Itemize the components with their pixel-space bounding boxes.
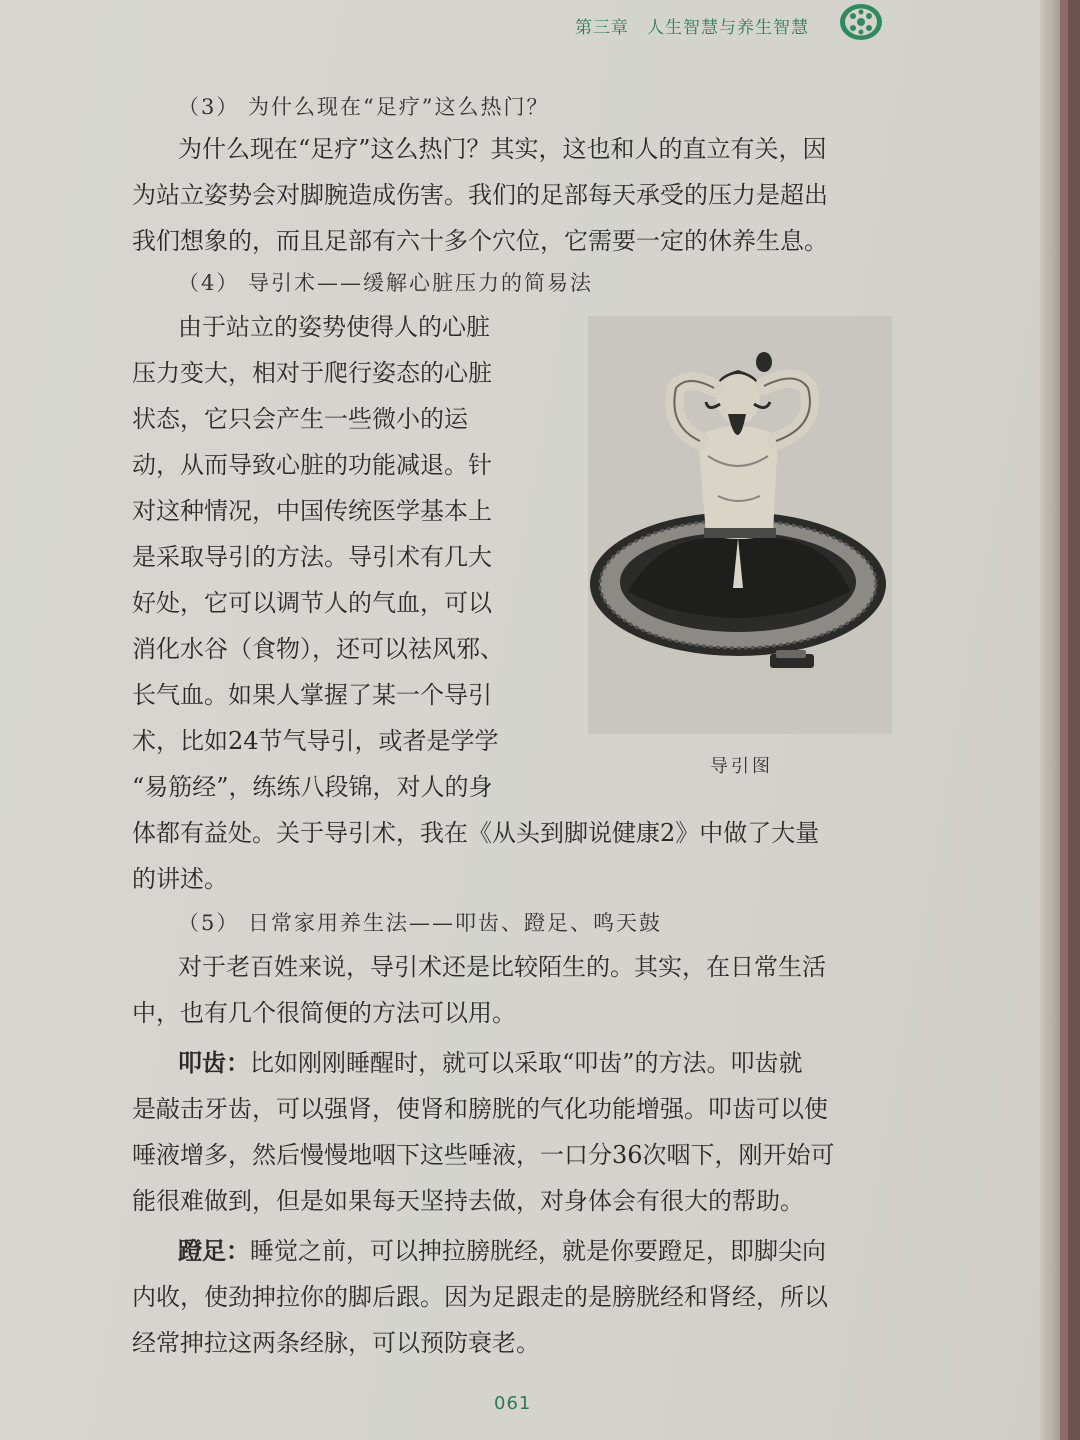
kouchi-paragraph-first-line (178, 1040, 803, 1086)
running-header (575, 8, 809, 42)
paragraph-line: 状态，它只会产生一些微小的运 (132, 405, 468, 433)
paragraph-line: 对于老百姓来说，导引术还是比较陌生的。其实，在日常生活 (178, 953, 826, 981)
paragraph-line: 我们想象的，而且足部有六十多个穴位，它需要一定的休养生息。 (132, 227, 828, 255)
paragraph-line: 是采取导引的方法。导引术有几大 (132, 543, 492, 571)
book-cover-edge (1060, 0, 1068, 1440)
paragraph-line: 长气血。如果人掌握了某一个导引 (132, 681, 492, 709)
paragraph-line: 能很难做到，但是如果每天坚持去做，对身体会有很大的帮助。 (132, 1187, 804, 1215)
paragraph-line: 由于站立的姿势使得人的心脏 (178, 313, 490, 341)
paragraph-line: 内收，使劲抻拉你的脚后跟。因为足跟走的是膀胱经和肾经，所以 (132, 1283, 828, 1311)
kouchi-text: 比如刚刚睡醒时，就可以采取“叩齿”的方法。叩齿就 (250, 1049, 803, 1077)
page-edge (1040, 0, 1050, 1440)
daoyin-illustration (588, 316, 892, 734)
green-floral-medallion-icon (838, 2, 884, 42)
dengzu-text: 睡觉之前，可以抻拉膀胱经，就是你要蹬足，即脚尖向 (250, 1237, 826, 1265)
chapter-label: 第三章 (575, 17, 629, 38)
paragraph-line: 动，从而导致心脏的功能减退。针 (132, 451, 492, 479)
chapter-title: 人生智慧与养生智慧 (647, 17, 809, 38)
paragraph-line: 体都有益处。关于导引术，我在《从头到脚说健康2》中做了大量 (132, 819, 820, 847)
figure-caption: 导引图 (710, 756, 773, 777)
paragraph-line: 压力变大，相对于爬行姿态的心脏 (132, 359, 492, 387)
paragraph-line: “易筋经”，练练八段锦，对人的身 (132, 773, 493, 801)
paragraph-line: 术，比如24节气导引，或者是学学 (132, 727, 499, 755)
paragraph-line: 好处，它可以调节人的气血，可以 (132, 589, 492, 617)
paragraph-line: 唾液增多，然后慢慢地咽下这些唾液，一口分36次咽下，刚开始可 (132, 1141, 835, 1169)
book-cover-edge (1068, 0, 1080, 1440)
paragraph-line: 是敲击牙齿，可以强肾，使肾和膀胱的气化功能增强。叩齿可以使 (132, 1095, 828, 1123)
paragraph-line: 对这种情况，中国传统医学基本上 (132, 497, 492, 525)
page-edge (1050, 0, 1060, 1440)
kouchi-term: 叩齿： (178, 1048, 250, 1077)
dengzu-paragraph-first-line (178, 1228, 826, 1274)
paragraph-line: 为什么现在“足疗”这么热门？其实，这也和人的直立有关，因 (178, 135, 827, 163)
paragraph-line: 的讲述。 (132, 865, 228, 893)
section-5-heading: （5） 日常家用养生法——叩齿、蹬足、鸣天鼓 (178, 911, 663, 935)
paragraph-line: 经常抻拉这两条经脉，可以预防衰老。 (132, 1329, 540, 1357)
paragraph-line: 为站立姿势会对脚腕造成伤害。我们的足部每天承受的压力是超出 (132, 181, 828, 209)
section-3-heading: （3） 为什么现在“足疗”这么热门？ (178, 95, 550, 119)
dengzu-term: 蹬足： (178, 1236, 250, 1265)
section-4-heading: （4） 导引术——缓解心脏压力的简易法 (178, 271, 594, 295)
paragraph-line: 消化水谷（食物），还可以祛风邪、 (132, 635, 504, 663)
page-number: 061 (494, 1393, 532, 1414)
paragraph-line: 中，也有几个很简便的方法可以用。 (132, 999, 516, 1027)
